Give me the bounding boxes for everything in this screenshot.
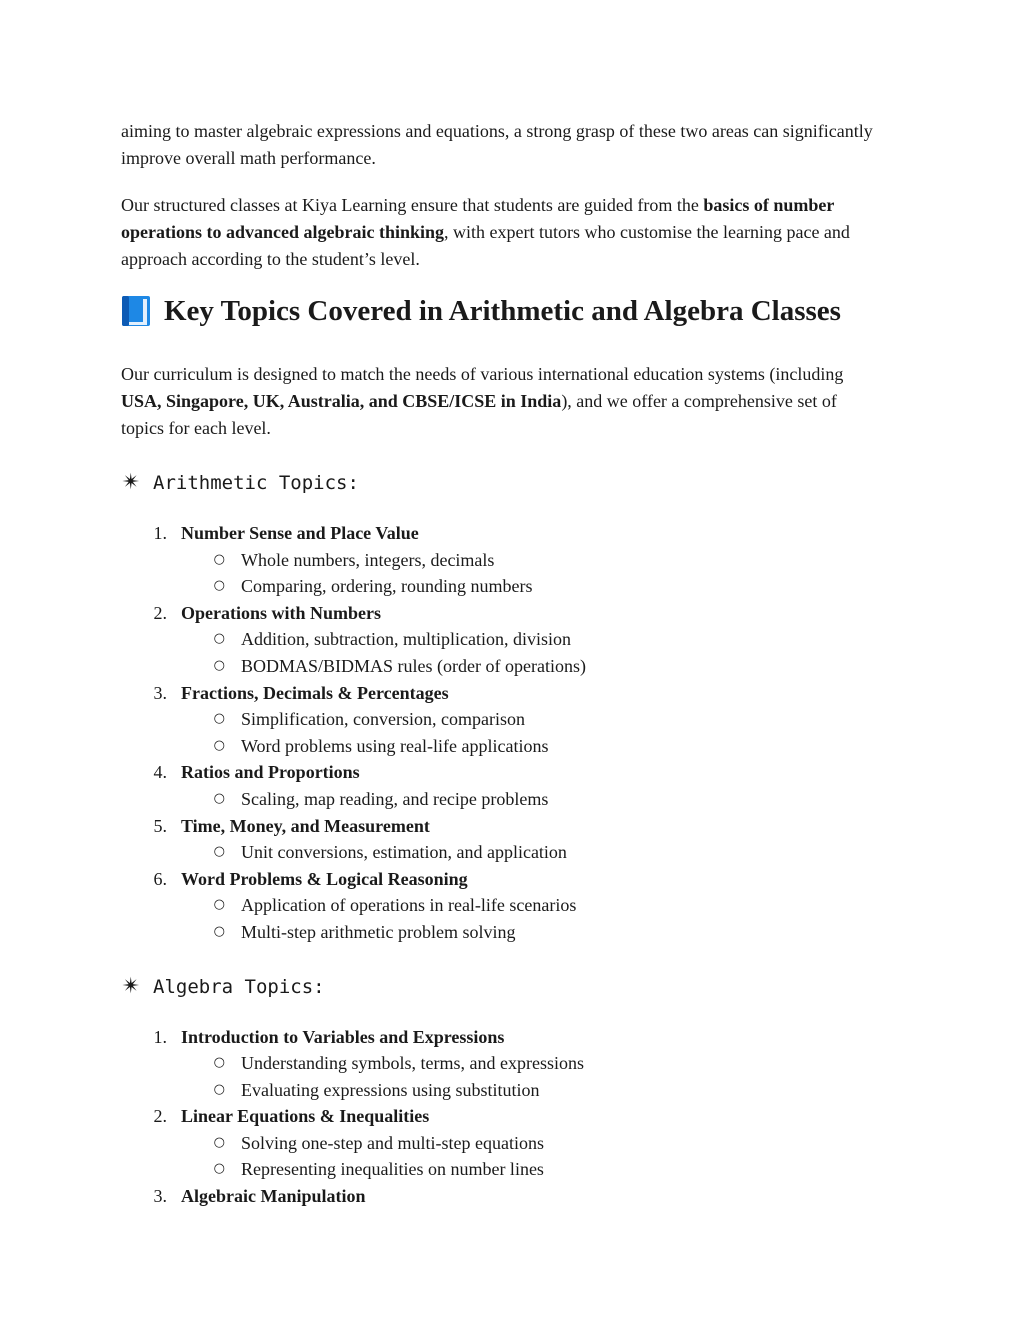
circle-bullet-icon: ○	[213, 1134, 225, 1150]
topic-row	[121, 759, 881, 786]
topic-row	[121, 813, 881, 840]
topic-number: 3.	[153, 682, 167, 703]
topic-item	[121, 520, 881, 600]
topic-item	[121, 866, 881, 946]
topic-number: 6.	[153, 868, 167, 889]
topic-row	[121, 1183, 881, 1210]
topic-item	[121, 680, 881, 760]
curriculum-text-c: ), and we offer a comprehensive set of topics for each level.	[121, 391, 837, 438]
topic-title: Ratios and Proportions	[181, 762, 360, 783]
subtopic-text: Representing inequalities on number lines	[241, 1159, 544, 1180]
topic-title: Operations with Numbers	[181, 602, 382, 623]
circle-bullet-icon: ○	[213, 737, 225, 753]
subtopic-list	[121, 547, 881, 600]
subtopic-item	[121, 733, 881, 760]
subtopic-list	[121, 706, 881, 759]
circle-bullet-icon: ○	[213, 578, 225, 594]
algebra-topic-list	[121, 1024, 881, 1210]
subtopic-text: Whole numbers, integers, decimals	[241, 549, 495, 570]
curriculum-text-a: Our curriculum is designed to match the needs of various international education systems (including	[121, 364, 844, 384]
eight-pointed-star-icon: ✴	[121, 973, 141, 999]
subtopic-list	[121, 786, 881, 813]
intro-p2-bold: basics of number operations to advanced algebraic thinking	[121, 195, 834, 242]
subtopic-item	[121, 1130, 881, 1157]
topic-row	[121, 866, 881, 893]
circle-bullet-icon: ○	[213, 844, 225, 860]
circle-bullet-icon: ○	[213, 923, 225, 939]
subtopic-text: Unit conversions, estimation, and application	[241, 842, 567, 863]
topic-row	[121, 600, 881, 627]
eight-pointed-star-icon: ✴	[121, 470, 141, 495]
topic-item	[121, 1103, 881, 1183]
subtopic-item	[121, 892, 881, 919]
subtopic-text: Scaling, map reading, and recipe problems	[241, 788, 549, 809]
curriculum-bold: USA, Singapore, UK, Australia, and CBSE/ICSE in India	[121, 391, 562, 411]
algebra-heading-text: Algebra Topics:	[153, 975, 325, 998]
subtopic-item	[121, 573, 881, 600]
circle-bullet-icon: ○	[213, 657, 225, 673]
circle-bullet-icon: ○	[213, 897, 225, 913]
circle-bullet-icon: ○	[213, 1081, 225, 1097]
subtopic-list	[121, 839, 881, 866]
subtopic-list	[121, 1050, 881, 1103]
circle-bullet-icon: ○	[213, 631, 225, 647]
topic-item	[121, 600, 881, 680]
subtopic-item	[121, 839, 881, 866]
curriculum-paragraph	[121, 361, 881, 442]
subtopic-item	[121, 1077, 881, 1104]
topic-number: 4.	[153, 762, 167, 783]
topic-item	[121, 1183, 881, 1210]
subtopic-text: Multi-step arithmetic problem solving	[241, 921, 516, 942]
section-title: Key Topics Covered in Arithmetic and Algebra Classes	[164, 295, 841, 327]
topic-number: 5.	[153, 815, 167, 836]
topic-item	[121, 813, 881, 866]
subtopic-item	[121, 626, 881, 653]
subtopic-item	[121, 1156, 881, 1183]
arithmetic-topic-list	[121, 520, 881, 946]
topic-title: Word Problems & Logical Reasoning	[181, 868, 468, 889]
topic-number: 2.	[153, 602, 167, 623]
subtopic-text: Solving one-step and multi-step equations	[241, 1132, 544, 1153]
circle-bullet-icon: ○	[213, 790, 225, 806]
subtopic-text: Understanding symbols, terms, and expressions	[241, 1053, 584, 1074]
topic-number: 1.	[153, 1026, 167, 1047]
topic-number: 2.	[153, 1106, 167, 1127]
topic-title: Time, Money, and Measurement	[181, 815, 430, 836]
topic-title: Introduction to Variables and Expressions	[181, 1026, 505, 1047]
subtopic-text: Simplification, conversion, comparison	[241, 709, 525, 730]
topic-title: Number Sense and Place Value	[181, 523, 419, 543]
subtopic-item	[121, 653, 881, 680]
topic-row	[121, 520, 881, 547]
subtopic-text: Application of operations in real-life scenarios	[241, 895, 577, 916]
circle-bullet-icon: ○	[213, 711, 225, 727]
arithmetic-heading-text: Arithmetic Topics:	[153, 472, 359, 494]
circle-bullet-icon: ○	[213, 551, 225, 567]
subtopic-list	[121, 626, 881, 679]
subtopic-item	[121, 786, 881, 813]
topic-row	[121, 1024, 881, 1051]
subtopic-list	[121, 1130, 881, 1183]
topic-row	[121, 1103, 881, 1130]
algebra-heading	[121, 972, 881, 1002]
topic-item	[121, 759, 881, 812]
intro-paragraph-2	[121, 192, 881, 273]
subtopic-text: Comparing, ordering, rounding numbers	[241, 576, 533, 597]
topic-title: Algebraic Manipulation	[181, 1186, 366, 1207]
circle-bullet-icon: ○	[213, 1161, 225, 1177]
document-page	[121, 118, 881, 1210]
blue-book-icon	[121, 295, 151, 327]
intro-p2-text-a: Our structured classes at Kiya Learning ensure that students are guided from the	[121, 195, 704, 215]
subtopic-list	[121, 892, 881, 945]
intro-paragraph-1: aiming to master algebraic expressions and equations, a strong grasp of these two areas can significantly improve overall math performance.	[121, 121, 873, 168]
subtopic-item	[121, 706, 881, 733]
topic-title: Fractions, Decimals & Percentages	[181, 682, 449, 703]
subtopic-item	[121, 919, 881, 946]
circle-bullet-icon: ○	[213, 1055, 225, 1071]
topic-number: 1.	[153, 523, 167, 543]
topic-title: Linear Equations & Inequalities	[181, 1106, 430, 1127]
subtopic-text: Word problems using real-life applications	[241, 735, 549, 756]
subtopic-text: BODMAS/BIDMAS rules (order of operations)	[241, 655, 586, 676]
subtopic-text: Evaluating expressions using substitution	[241, 1079, 540, 1100]
arithmetic-heading	[121, 468, 881, 498]
subtopic-item	[121, 547, 881, 574]
intro-p2-text-c: , with expert tutors who customise the learning pace and approach according to the student’s level.	[121, 222, 850, 269]
topic-number: 3.	[153, 1186, 167, 1207]
topic-item	[121, 1024, 881, 1104]
section-heading	[121, 291, 881, 331]
subtopic-text: Addition, subtraction, multiplication, division	[241, 629, 571, 650]
topic-row	[121, 680, 881, 707]
subtopic-item	[121, 1050, 881, 1077]
